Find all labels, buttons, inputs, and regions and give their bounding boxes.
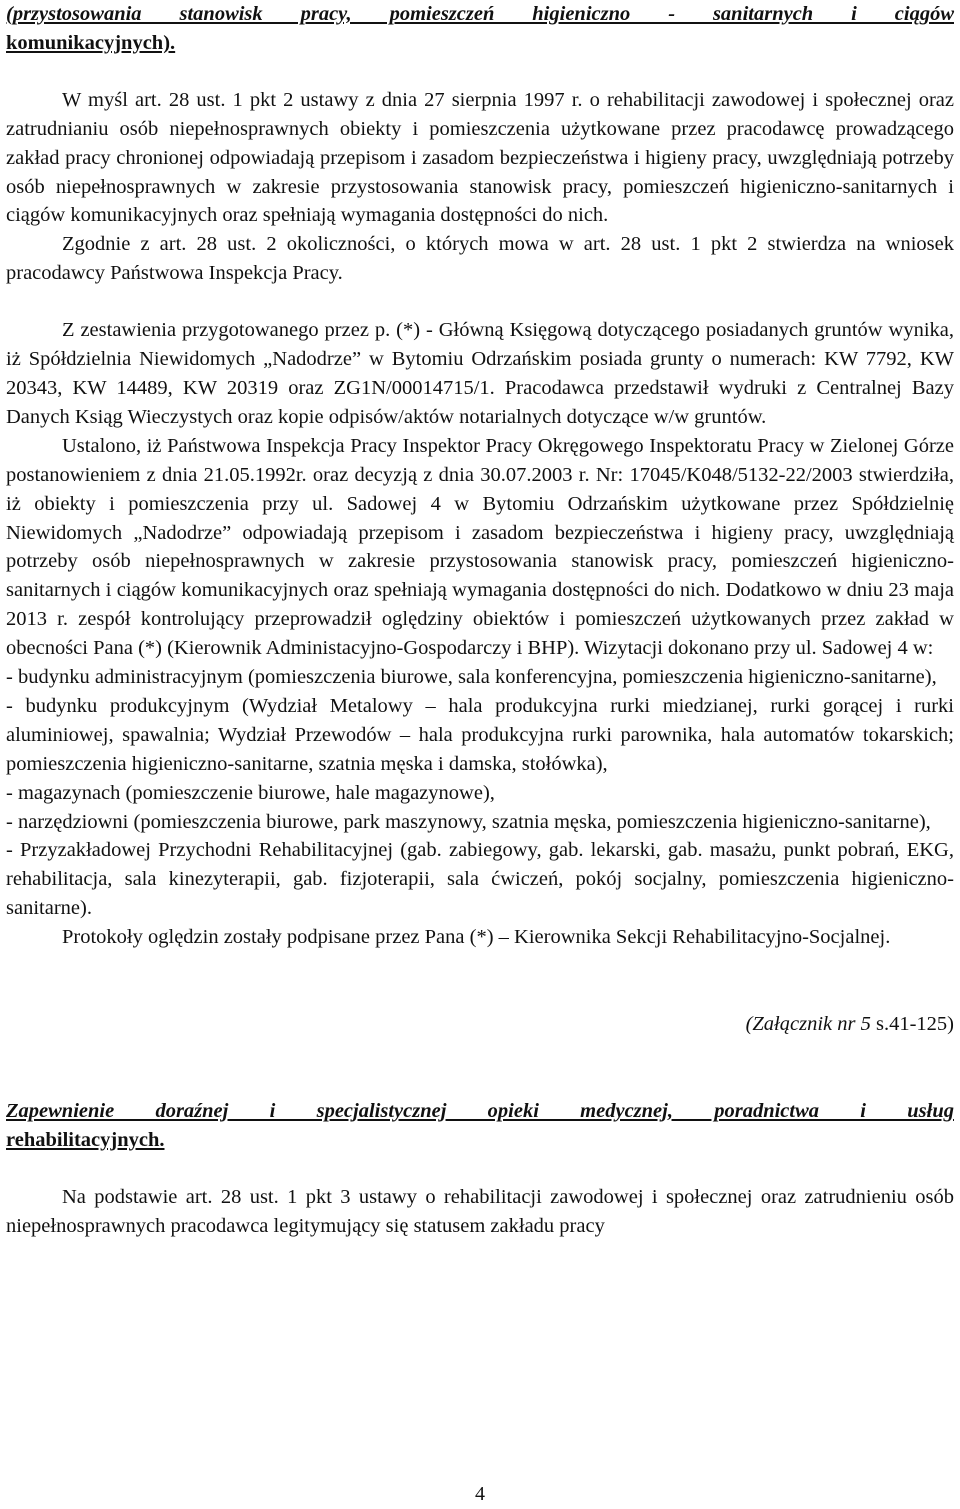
paragraph-inspection-findings: Ustalono, iż Państwowa Inspekcja Pracy Inspektor Pracy Okręgowego Inspektoratu Pracy w Zielonej Górze postanowieniem z dnia 21.05.1992r. oraz decyzją z dnia 30.07.2003 r. Nr: 17045/K048/5132-22/2003 stwierdziła, iż obiekty i pomieszczenia przy ul. Sadowej 4 w Bytomiu Odrzańskim użytkowane przez Spółdzielnię Niewidomych „Nadodrze” odpowiadają przepisom i zasadom bezpieczeństwa i higieny pracy, uwzględniają potrzeby osób niepełnosprawnych w zakresie przystosowania stanowisk pracy, pomieszczeń higieniczno-sanitarnych i ciągów komunikacyjnych oraz spełniają wymagania dostępności do nich. Dodatkowo w dniu 23 maja 2013 r. zespół kontrolujący przeprowadził oględziny obiektów i pomieszczeń użytkowanych przez zakład w obecności Pana (*) (Kierownik Administacyjno-Gospodarczy i BHP). Wizytacji dokonano przy ul. Sadowej 4 w: (6, 434, 954, 660)
paragraph-art28-ust1: W myśl art. 28 ust. 1 pkt 2 ustawy z dnia 27 sierpnia 1997 r. o rehabilitacji zawodowej i społecznej oraz zatrudnianiu osób niepełnosprawnych obiekty i pomieszczenia użytkowane przez pracodawcę prowadzącego zakład pracy chronionej odpowiadają przepisom i zasadom bezpieczeństwa i higieny pracy, uwzględniają potrzeby osób niepełnosprawnych w zakresie przystosowania stanowisk pracy, pomieszczeń higieniczno-sanitarnych i ciągów komunikacyjnych oraz spełniają wymagania dostępności do nich. (6, 88, 954, 227)
paragraph-art28-pkt3: Na podstawie art. 28 ust. 1 pkt 3 ustawy o rehabilitacji zawodowej i społecznej oraz zatrudnieniu osób niepełnosprawnych pracodawca legitymujący się statusem zakładu pracy (6, 1185, 954, 1237)
section-heading-line2: rehabilitacyjnych. (6, 1128, 165, 1151)
top-heading-line2: komunikacyjnych). (6, 31, 176, 54)
section-heading (6, 1097, 954, 1126)
annex-reference (6, 1010, 954, 1039)
list-item: - narzędziowni (pomieszczenia biurowe, park maszynowy, szatnia męska, pomieszczenia higieniczno-sanitarne), (6, 810, 931, 833)
top-heading-continued (6, 29, 954, 58)
annex-pages: s.41-125) (870, 1013, 954, 1036)
document-page (6, 0, 954, 1241)
paragraph-art28-ust2: Zgodnie z art. 28 ust. 2 okoliczności, o których mowa w art. 28 ust. 1 pkt 2 stwierdza na wniosek pracodawcy Państwowa Inspekcja Pracy. (6, 233, 954, 285)
top-heading (6, 0, 954, 29)
list-item: - magazynach (pomieszczenie biurowe, hale magazynowe), (6, 781, 495, 804)
paragraph-protocols-signed: Protokoły oględzin zostały podpisane przez Pana (*) – Kierownika Sekcji Rehabilitacyjno-Socjalnej. (62, 926, 891, 949)
top-heading-line1: (przystosowania stanowisk pracy, pomieszczeń higieniczno - sanitarnych i ciągów (6, 3, 954, 25)
section-heading-line1: Zapewnienie doraźnej i specjalistycznej opieki medycznej, poradnictwa i usług (6, 1100, 954, 1122)
section-heading-continued (6, 1126, 954, 1155)
paragraph-land-register: Z zestawienia przygotowanego przez p. (*) - Główną Księgową dotyczącego posiadanych gruntów wynika, iż Spółdzielnia Niewidomych „Nadodrze” w Bytomiu Odrzańskim posiada grunty o numerach: KW 7792, KW 20343, KW 14489, KW 20319 oraz ZG1N/00014715/1. Pracodawca przedstawił wydruki z Centralnej Bazy Danych Ksiąg Wieczystych oraz kopie odpisów/aktów notarialnych dotyczące w/w gruntów. (6, 319, 954, 428)
list-item: - Przyzakładowej Przychodni Rehabilitacyjnej (gab. zabiegowy, gab. lekarski, gab. masażu, punkt pobrań, EKG, rehabilitacja, sala kinezyterapii, gab. fizjoterapii, sala ćwiczeń, pokój socjalny, pomieszczenia higieniczno-sanitarne). (6, 839, 954, 920)
page-number: 4 (475, 1483, 485, 1505)
annex-label: (Załącznik nr 5 (745, 1013, 871, 1036)
list-item: - budynku produkcyjnym (Wydział Metalowy – hala produkcyjna rurki miedzianej, rurki gorącej i rurki aluminiowej, spawalnia; Wydział Przewodów – hala produkcyjna rurki parownika, hala automatów tokarskich; pomieszczenia higieniczno-sanitarne, szatnia męska i damska, stołówka), (6, 694, 954, 775)
list-item: - budynku administracyjnym (pomieszczenia biurowe, sala konferencyjna, pomieszczenia higieniczno-sanitarne), (6, 666, 937, 689)
